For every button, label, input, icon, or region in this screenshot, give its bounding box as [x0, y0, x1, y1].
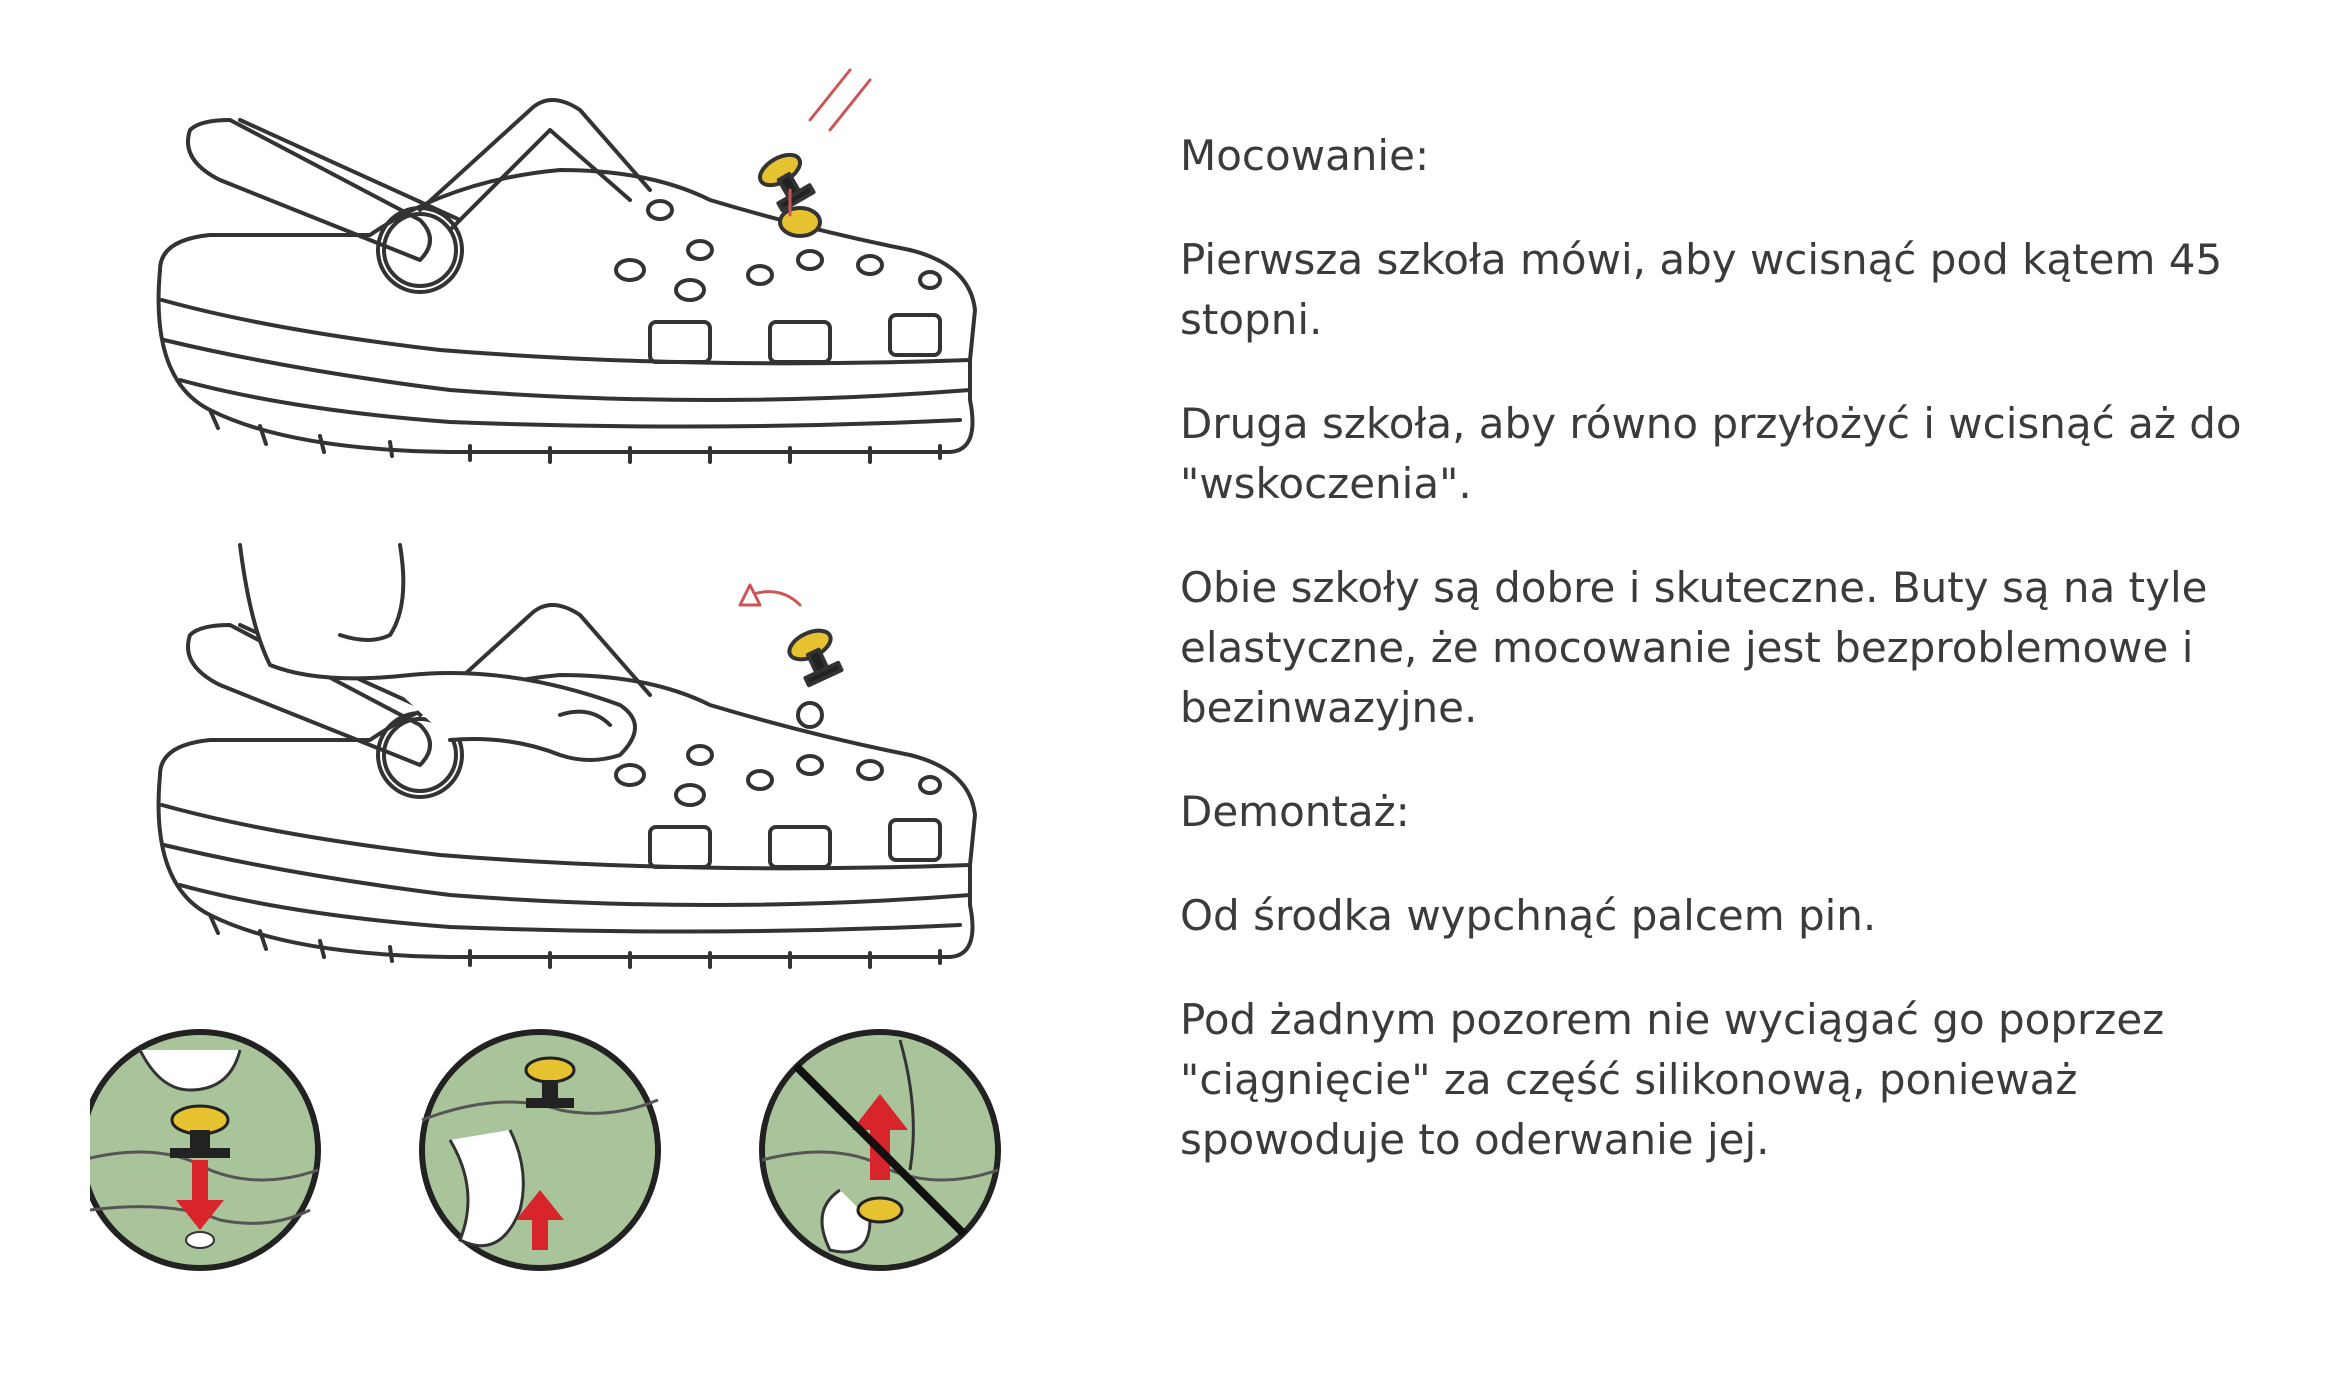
removal-paragraph-push-out: Od środka wypchnąć palcem pin.	[1180, 891, 1877, 940]
mounting-heading: Mocowanie:	[1180, 131, 1430, 180]
mounting-paragraph-first-method: Pierwsza szkoła mówi, aby wcisnąć pod kątem 45 stopni.	[1180, 235, 2223, 344]
no-pulling-charm-icon	[762, 1032, 998, 1268]
removal-heading: Demontaż:	[1180, 787, 1410, 836]
mounting-paragraph-both-methods: Obie szkoły są dobre i skuteczne. Buty są na tyle elastyczne, że mocowanie jest bezproblemowe i bezinwazyjne.	[1180, 563, 2208, 732]
mounting-paragraph-second-method: Druga szkoła, aby równo przyłożyć i wcisnąć aż do "wskoczenia".	[1180, 399, 2242, 508]
removal-paragraph-warning: Pod żadnym pozorem nie wyciągać go poprzez "ciągnięcie" za część silikonową, ponieważ spowoduje to oderwanie jej.	[1180, 995, 2165, 1164]
instructions-text	[1180, 126, 2300, 1214]
clog-with-charm-angled-icon	[159, 70, 975, 462]
illustration-panel	[90, 60, 1130, 1340]
clog-with-finger-pressing-charm-icon	[159, 545, 975, 967]
charm-push-out-from-inside-icon	[90, 1032, 318, 1268]
charm-insert-from-outside-icon	[422, 1032, 658, 1268]
